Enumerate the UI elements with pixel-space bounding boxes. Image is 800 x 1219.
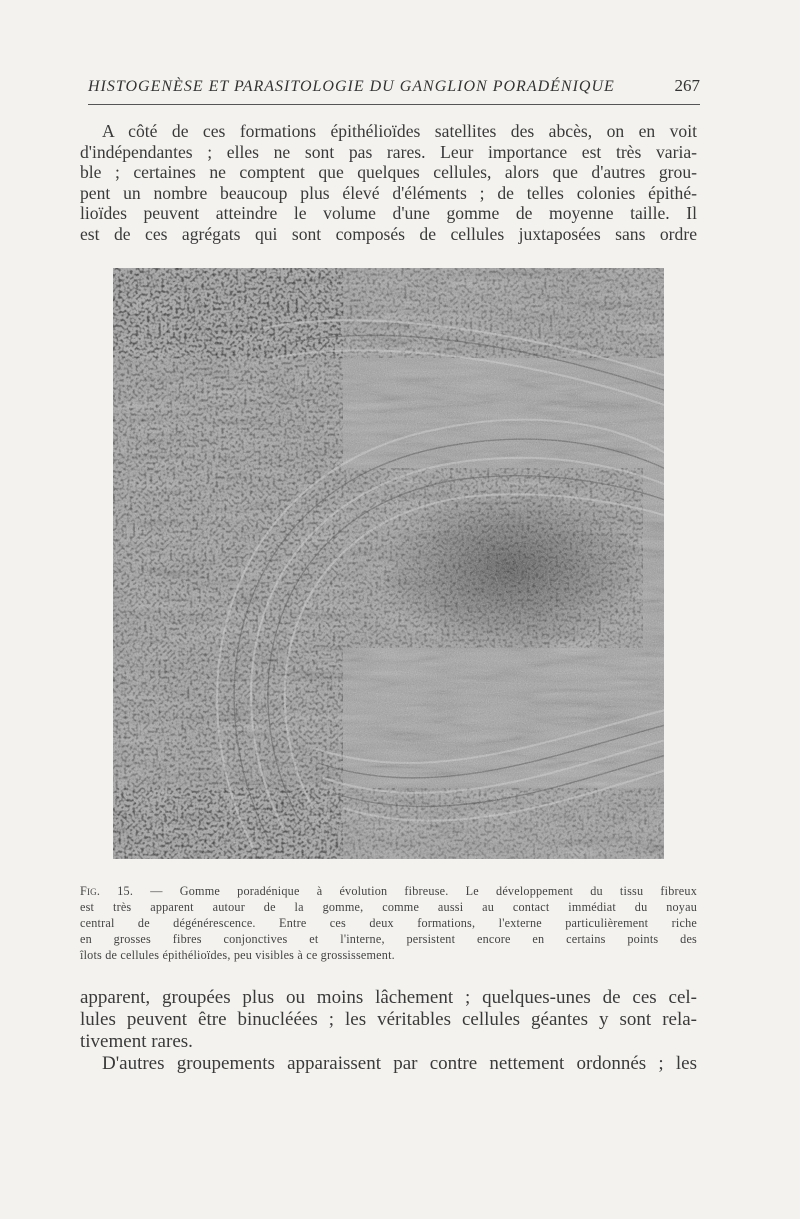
text-line: D'autres groupements apparaissent par contre nettement ordonnés ; les <box>102 1053 697 1074</box>
bottom-paragraph <box>80 987 697 1075</box>
caption-line: est très apparent autour de la gomme, comme aussi au contact immédiat du noyau <box>80 900 697 914</box>
caption-line: en grosses fibres conjonctives et l'interne, persistent encore en certains points des <box>80 932 697 946</box>
text-line: ble ; certaines ne comptent que quelques cellules, alors que d'autres grou- <box>80 162 697 182</box>
text-line: d'indépendantes ; elles ne sont pas rares. Leur importance est très varia- <box>80 141 697 162</box>
caption-text: — Gomme poradénique à évolution fibreuse. Le développement du tissu fibreux <box>150 884 698 898</box>
running-head <box>88 76 700 96</box>
caption-line: îlots de cellules épithélioïdes, peu visibles à ce grossissement. <box>80 948 395 962</box>
text-line: A côté de ces formations épithélioïdes satellites des abcès, on en voit <box>102 121 697 141</box>
caption-line <box>80 883 697 899</box>
top-paragraph <box>80 121 697 244</box>
caption-line: central de dégénérescence. Entre ces deux formations, l'externe particulièrement riche <box>80 916 697 930</box>
figure-caption <box>80 883 697 963</box>
running-head-title: HISTOGENÈSE ET PARASITOLOGIE DU GANGLION PORADÉNIQUE <box>88 78 615 95</box>
text-line: est de ces agrégats qui sont composés de cellules juxtaposées sans ordre <box>80 223 697 244</box>
header-rule <box>88 104 700 105</box>
figure-label: Fig. 15. <box>80 884 134 898</box>
text-line: tivement rares. <box>80 1031 193 1052</box>
text-line: apparent, groupées plus ou moins lâchement ; quelques-unes de ces cel- <box>80 987 697 1008</box>
micrograph-figure <box>113 268 664 859</box>
micrograph-image <box>113 268 664 859</box>
text-line: lioïdes peuvent atteindre le volume d'une gomme de moyenne taille. Il <box>80 203 697 223</box>
text-line: lules peuvent être binucléées ; les véritables cellules géantes y sont rela- <box>80 1009 697 1030</box>
page-number: 267 <box>674 76 700 95</box>
text-line: pent un nombre beaucoup plus élevé d'éléments ; de telles colonies épithé- <box>80 182 697 203</box>
